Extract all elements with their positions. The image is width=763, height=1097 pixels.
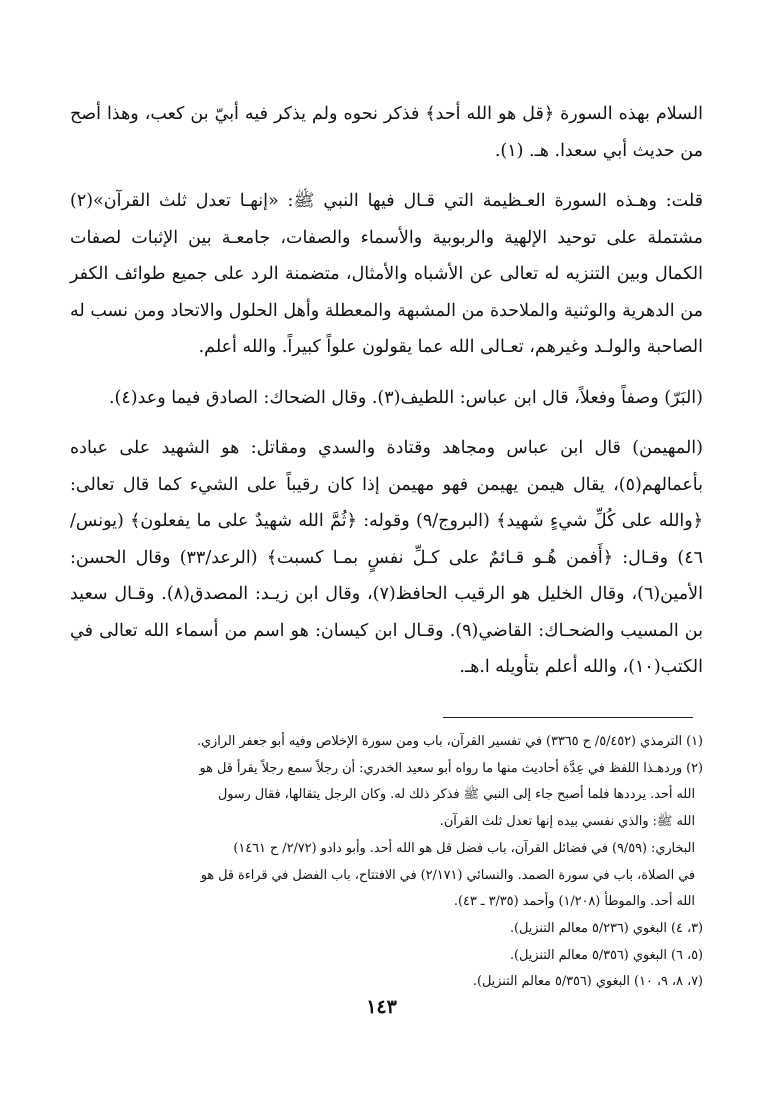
footnote-line: الله أحد. والموطأ (١/٢٠٨) وأحمد (٣/٣٥ ـ ٤٣). — [453, 894, 695, 910]
paragraph-4: (المهيمن) قال ابن عباس ومجاهد وقتادة والسدي ومقاتل: هو الشهيد على عباده بأعمالهم(٥)، يقال هيمن يهيمن فهو مهيمن إذا كان رقيباً على الشيء كما قال تعالى: ﴿والله على كُلِّ شيءٍ شهيد﴾ (البروج/٩) وقوله: ﴿ثُمَّ الله شهيدٌ على ما يفعلون﴾ (يونس/٤٦) وقـال: ﴿أَفمن هُـو قـائمٌ على كـلِّ نفسٍ بمـا كسبت﴾ (الرعد/٣٣) وقال الحسن: الأمين(٦)، وقال الخليل هو الرقيب الحافظ(٧)، وقال ابن زيـد: المصدق(٨). وقـال سعيد بن المسيب والضحـاك: القاضي(٩). وقـال ابن كيسان: هو اسم من أسماء الله تعالى في الكتب(١٠)، والله أعلم بتأويله ا.هـ. — [70, 438, 704, 677]
paragraph-1: السلام بهذه السورة ﴿قل هو الله أحد﴾ فذكر نحوه ولم يذكر فيه أبيّ بن كعب، وهذا أصح من حديث أبي سعدا. هـ. (١). — [70, 104, 703, 161]
footnote-divider — [443, 717, 693, 718]
paragraph-3: (البَرّ) وصفاً وفعلاً، قال ابن عباس: اللطيف(٣). وقال الضحاك: الصادق فيما وعد(٤). — [108, 387, 703, 408]
footnote-line: في الصلاة، باب في سورة الصمد. والنسائي (٢/١٧١) في الافتتاح، باب الفضل في قراءة قل هو — [200, 867, 695, 883]
footnote-line: (٢) وردهـذا اللفظ في عِدَّة أحاديث منها ما رواه أبو سعيد الخدري: أن رجلاً سمع رجلاً يقرأ قل هو — [199, 760, 703, 776]
main-text — [70, 96, 703, 700]
footnotes — [70, 729, 703, 996]
footnote-line: الله أحد. يرددها فلما أصبح جاء إلى النبي ﷺ فذكر ذلك له. وكان الرجل يتقالها، فقال رسول — [217, 787, 695, 803]
footnote-line: البخاري: (٩/٥٩) في فضائل القرآن، باب فضل قل هو الله أحد. وأبو دادو (٢/٧٢/ ح ١٤٦١) — [233, 840, 695, 856]
footnote-line: (٣، ٤) البغوي (٥/٢٣٦ معالم التنزيل). — [509, 920, 703, 936]
paragraph-2: قلت: وهـذه السورة العـظيمة التي قـال فيها النبي ﷺ: «إنهـا تعدل ثلث القرآن»(٢) مشتملة على توحيد الإلهية والربوبية والأسماء والصفات، جامعـة بين الإثبات لصفات الكمال وبين التنزيه له تعالى عن الأشباه والأمثال، متضمنة الرد على جميع طوائف الكفر من الدهرية والوثنية والملاحدة من المشبهة والمعطلة وأهل الحلول والاتحاد ومن نسب له الصاحبة والولـد وغيرهم، تعـالى الله عما يقولون علواً كبيراً. والله أعلم. — [70, 191, 703, 357]
page-number: ١٤٣ — [366, 996, 397, 1018]
footnote-line: الله ﷺ: والذي نفسي بيده إنها تعدل ثلث القرآن. — [439, 814, 695, 830]
footnote-line: (٥، ٦) البغوي (٥/٣٥٦ معالم التنزيل). — [509, 947, 703, 963]
footnote-line: (١) الترمذي (٥/٤٥٢/ ح ٣٣٦٥) في تفسير القرآن، باب ومن سورة الإخلاص وفيه أبو جعفر الرازي. — [196, 734, 703, 749]
footnote-line: (٧، ٨، ٩، ١٠) البغوي (٥/٣٥٦ معالم التنزيل). — [472, 974, 703, 990]
